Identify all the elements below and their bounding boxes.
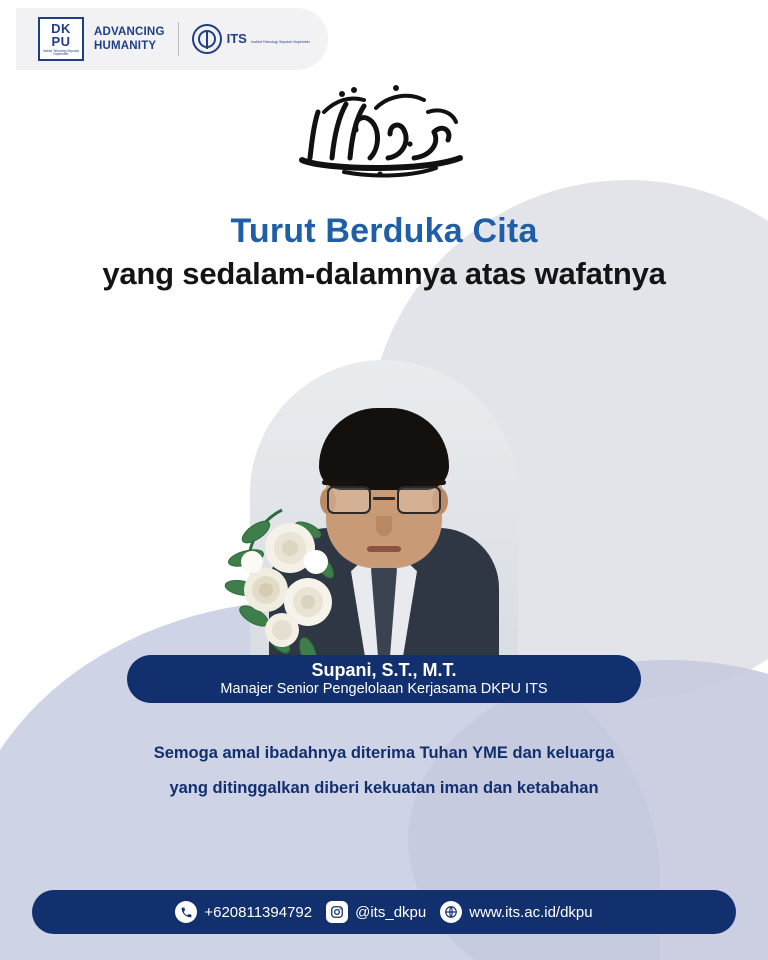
deceased-name: Supani, S.T., M.T.: [311, 659, 457, 680]
its-logo-fullname: Institut Teknologi Sepuluh Nopember: [251, 40, 310, 44]
prayer-block: [0, 736, 768, 805]
deceased-role: Manajer Senior Pengelolaan Kerjasama DKPU ITS: [220, 680, 548, 697]
footer-contact-bar: [32, 890, 736, 934]
tagline-line-2: HUMANITY: [94, 40, 157, 52]
logo-divider: [178, 22, 179, 56]
photo-nose: [376, 516, 392, 536]
name-banner: [127, 655, 641, 703]
flower-bouquet: [212, 470, 362, 670]
advancing-humanity-tagline: [94, 25, 165, 53]
dkpu-logo-bottom: PU: [51, 33, 71, 49]
dkpu-logo-subtitle: Institut Teknologi Sepuluh Nopember: [42, 48, 80, 56]
globe-icon: [440, 901, 462, 923]
footer-instagram[interactable]: [326, 901, 426, 923]
tagline-line-1: ADVANCING: [94, 25, 165, 38]
footer-website[interactable]: [440, 901, 592, 923]
logo-bar: [16, 8, 328, 70]
glasses-lens-right: [397, 486, 441, 514]
dkpu-logo: [38, 17, 84, 61]
inna-lillahi-calligraphy-icon: [284, 78, 484, 188]
footer-website-text: www.its.ac.id/dkpu: [469, 903, 593, 921]
headline-line-1: Turut Berduka Cita: [230, 212, 538, 250]
white-roses-icon: [212, 470, 362, 670]
footer-phone[interactable]: [175, 901, 312, 923]
headline-block: [0, 212, 768, 292]
its-logo-name: ITS: [226, 31, 247, 46]
its-logo: [192, 24, 310, 54]
calligraphy-block: [0, 78, 768, 193]
instagram-icon: [326, 901, 348, 923]
its-emblem-icon: [192, 24, 222, 54]
photo-eyebrow-right: [412, 480, 446, 485]
dkpu-logo-top: DK: [51, 20, 71, 36]
photo-mouth: [367, 546, 401, 552]
footer-phone-text: +620811394792: [204, 903, 313, 921]
prayer-line-2: yang ditinggalkan diberi kekuatan iman dan ketabahan: [169, 778, 599, 797]
prayer-line-1: Semoga amal ibadahnya diterima Tuhan YME dan keluarga: [153, 744, 615, 762]
glasses-bridge: [373, 497, 395, 500]
phone-icon: [175, 901, 197, 923]
headline-line-2: yang sedalam-dalamnya atas wafatnya: [102, 256, 666, 291]
footer-instagram-text: @its_dkpu: [355, 903, 427, 921]
its-logo-text: [227, 30, 310, 48]
